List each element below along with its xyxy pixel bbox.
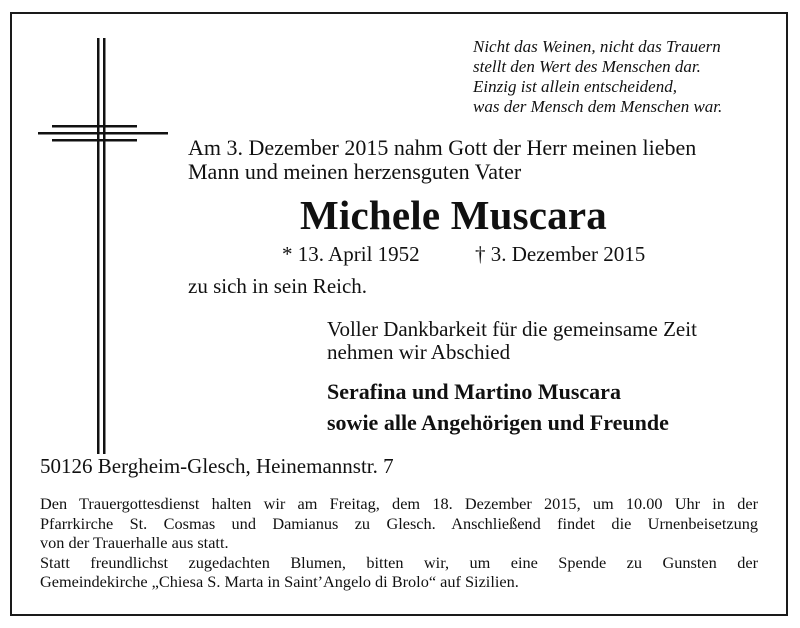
- thanks-text: [327, 318, 697, 364]
- poem-line: stellt den Wert des Menschen dar.: [473, 57, 701, 76]
- closing-line: zu sich in sein Reich.: [188, 274, 368, 298]
- intro-line: Am 3. Dezember 2015 nahm Gott der Herr meinen lieben: [188, 135, 697, 160]
- latin-cross-icon: [38, 38, 168, 454]
- poem: [473, 37, 783, 117]
- poem-line: was der Mensch dem Menschen war.: [473, 97, 723, 116]
- service-line: Den Trauergottesdienst halten wir am Freitag, dem 18. Dezember 2015, um 10.00 Uhr in der: [40, 494, 758, 513]
- thanks-line: nehmen wir Abschied: [327, 340, 511, 364]
- birth-date: * 13. April 1952: [282, 242, 420, 266]
- mourners-line: Serafina und Martino Muscara: [327, 379, 621, 404]
- address: 50126 Bergheim-Glesch, Heinemannstr. 7: [40, 454, 394, 478]
- poem-line: Nicht das Weinen, nicht das Trauern: [473, 37, 721, 56]
- mourners: [327, 376, 669, 438]
- service-line: Statt freundlichst zugedachten Blumen, bitten wir, um eine Spende zu Gunsten der: [40, 552, 758, 572]
- mourners-line: sowie alle Angehörigen und Freunde: [327, 410, 669, 435]
- thanks-line: Voller Dankbarkeit für die gemeinsame Zeit: [327, 317, 697, 341]
- service-info: [40, 494, 758, 592]
- service-line: Pfarrkirche St. Cosmas und Damianus zu Glesch. Anschließend findet die Urnenbeisetzung: [40, 513, 758, 533]
- announcement-intro: [188, 136, 696, 184]
- deceased-name: Michele Muscara: [300, 192, 607, 238]
- intro-line: Mann und meinen herzensguten Vater: [188, 159, 522, 184]
- poem-line: Einzig ist allein entscheidend,: [473, 77, 677, 96]
- death-date: † 3. Dezember 2015: [475, 242, 646, 266]
- service-line: Gemeindekirche „Chiesa S. Marta in Saint’Angelo di Brolo“ auf Sizilien.: [40, 572, 519, 591]
- service-line: von der Trauerhalle aus statt.: [40, 533, 229, 552]
